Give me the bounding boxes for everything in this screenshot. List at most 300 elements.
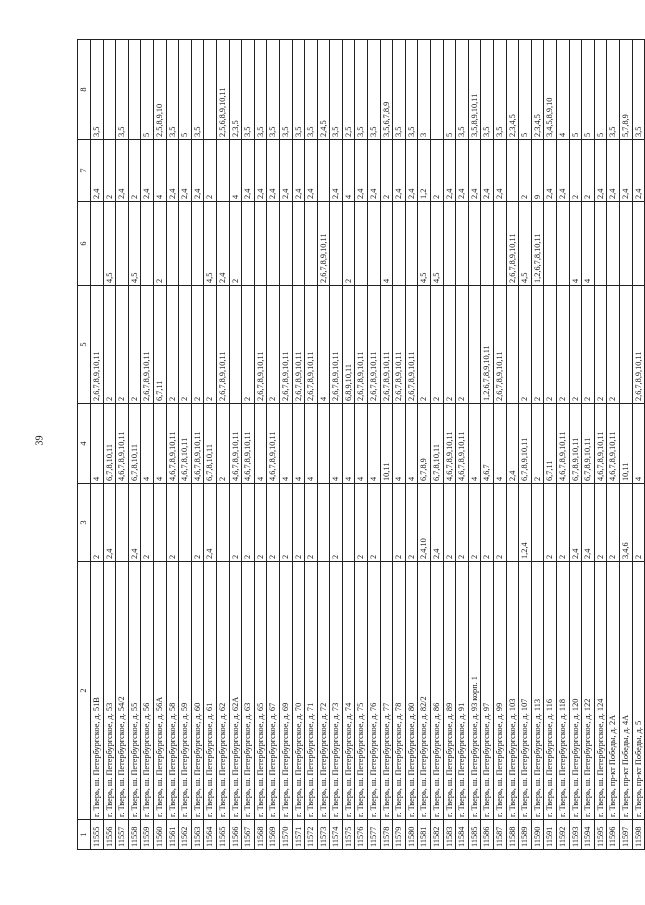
table-cell: г. Тверь, ш. Петербургское, д. 63 <box>242 562 255 820</box>
table-cell <box>506 484 519 562</box>
table-cell: г. Тверь, ш. Петербургское, д. 62А <box>229 562 242 820</box>
table-cell: 2,6,7,8,9,10,11 <box>494 286 507 404</box>
table-cell: г. Тверь, ш. Петербургское, д. 53 <box>103 562 116 820</box>
table-cell: 2 <box>569 286 582 404</box>
table-cell: 4,6,7,8,9,10,11 <box>166 404 179 484</box>
table-cell: 3,5 <box>116 40 129 140</box>
table-cell: 2 <box>405 484 418 562</box>
table-row <box>204 40 217 850</box>
table-cell <box>116 484 129 562</box>
table-cell: г. Тверь, ш. Петербургское, д. 86 <box>431 562 444 820</box>
table-cell: 6,7,8,10,11 <box>431 404 444 484</box>
table-cell <box>216 140 229 202</box>
table-cell: 11597 <box>619 820 632 850</box>
table-cell: 2 <box>191 484 204 562</box>
table-cell: 5 <box>179 40 192 140</box>
table-cell: 5 <box>141 40 154 140</box>
table-cell <box>594 202 607 286</box>
table-cell: 2 <box>191 286 204 404</box>
table-cell: г. Тверь, ш. Петербургское, д. 75 <box>355 562 368 820</box>
table-cell: 2,4 <box>141 140 154 202</box>
table-cell <box>481 202 494 286</box>
table-cell: 2,4 <box>254 140 267 202</box>
table-cell: 4,5 <box>103 202 116 286</box>
table-cell: 2 <box>519 140 532 202</box>
column-header-6: 6 <box>78 202 91 286</box>
table-cell: 2 <box>519 286 532 404</box>
table-cell: 2 <box>128 286 141 404</box>
table-cell: 11593 <box>569 820 582 850</box>
table-cell: 1,2,4 <box>519 484 532 562</box>
table-cell <box>456 202 469 286</box>
table-cell: 4,6,7 <box>481 404 494 484</box>
table-row <box>128 40 141 850</box>
table-cell: 11555 <box>91 820 104 850</box>
table-row <box>191 40 204 850</box>
table-cell: 4 <box>468 404 481 484</box>
table-cell: 3,5 <box>91 40 104 140</box>
table-cell: г. Тверь, ш. Петербургское, д. 97 <box>481 562 494 820</box>
table-cell: г. Тверь, ш. Петербургское, д. 55 <box>128 562 141 820</box>
table-cell: 2,5 <box>342 40 355 140</box>
table-cell: 4,6,7,8,9,10,11 <box>443 404 456 484</box>
table-cell: г. Тверь, ш. Петербургское, д. 73 <box>330 562 343 820</box>
table-cell <box>267 202 280 286</box>
table-cell <box>368 202 381 286</box>
table-cell: г. Тверь, ш. Петербургское, д. 76 <box>368 562 381 820</box>
table-cell: 2,4 <box>619 140 632 202</box>
table-cell: 2,6,7,8,9,10,11 <box>141 286 154 404</box>
table-row <box>594 40 607 850</box>
table-cell: 11566 <box>229 820 242 850</box>
table-cell <box>405 202 418 286</box>
table-cell: 1,2 <box>418 140 431 202</box>
table-cell: 2 <box>204 140 217 202</box>
table-cell <box>317 404 330 484</box>
table-row <box>179 40 192 850</box>
table-cell: 11595 <box>594 820 607 850</box>
table-cell: 2 <box>292 484 305 562</box>
table-cell: 2,4 <box>368 140 381 202</box>
table-cell: г. Тверь, ш. Петербургское, д. 70 <box>292 562 305 820</box>
table-cell: 11579 <box>393 820 406 850</box>
table-cell: 2,4 <box>204 484 217 562</box>
table-cell: 4 <box>91 404 104 484</box>
table-row <box>342 40 355 850</box>
table-cell: 11586 <box>481 820 494 850</box>
table-cell: 2 <box>91 484 104 562</box>
table-cell: 4,6,7,8,10,11 <box>179 404 192 484</box>
table-cell: 2,6,7,8,9,10,11 <box>368 286 381 404</box>
table-cell <box>468 202 481 286</box>
table-row <box>355 40 368 850</box>
table-cell: г. Тверь, пр-кт Победы, д. 4А <box>619 562 632 820</box>
table-cell: 3,5 <box>305 40 318 140</box>
table-cell <box>179 202 192 286</box>
table-cell: 2,6,7,8,9,10,11 <box>292 286 305 404</box>
table-cell: 11594 <box>582 820 595 850</box>
header-row <box>78 40 91 850</box>
table-cell: 2,4,5 <box>317 40 330 140</box>
table-cell: 2 <box>103 140 116 202</box>
table-cell: г. Тверь, ш. Петербургское, д. 89 <box>443 562 456 820</box>
table-cell: 2 <box>531 286 544 404</box>
table-cell: 4 <box>556 40 569 140</box>
table-cell: 2,6,7,8,9,10,11 <box>380 286 393 404</box>
table-cell <box>355 202 368 286</box>
table-cell: 4 <box>279 404 292 484</box>
table-cell: 2,4 <box>91 140 104 202</box>
table-cell: 2 <box>569 140 582 202</box>
table-cell: 11582 <box>431 820 444 850</box>
table-cell: 3,5 <box>254 40 267 140</box>
table-cell: г. Тверь, ш. Петербургское, д. 56 <box>141 562 154 820</box>
table-cell: 6,7,8,10,11 <box>128 404 141 484</box>
table-cell: 11578 <box>380 820 393 850</box>
table-cell: 11562 <box>179 820 192 850</box>
table-cell: 2,4 <box>456 140 469 202</box>
table-cell: 2,6,7,8,9,10,11 <box>91 286 104 404</box>
table-cell: 4 <box>317 286 330 404</box>
table-cell: г. Тверь, ш. Петербургское, д. 69 <box>279 562 292 820</box>
table-cell: г. Тверь, ш. Петербургское, д. 71 <box>305 562 318 820</box>
table-cell <box>166 202 179 286</box>
table-cell: г. Тверь, пр-кт Победы, д. 2А <box>607 562 620 820</box>
table-cell: 11585 <box>468 820 481 850</box>
table-cell: 6,7,8,9,10,11 <box>519 404 532 484</box>
table-cell <box>607 202 620 286</box>
table-cell: 2,4 <box>405 140 418 202</box>
table-row <box>619 40 632 850</box>
table-cell: 11567 <box>242 820 255 850</box>
table-cell: 2 <box>443 484 456 562</box>
table-row <box>267 40 280 850</box>
table-cell: 2,4 <box>506 404 519 484</box>
table-row <box>494 40 507 850</box>
table-cell: 2,6,7,8,9,10,11 <box>405 286 418 404</box>
table-cell: 2 <box>355 484 368 562</box>
table-cell: 5 <box>569 40 582 140</box>
table-cell: 3,5 <box>292 40 305 140</box>
table-cell <box>254 202 267 286</box>
table-cell: 1,2,6,7,8,10,11 <box>531 202 544 286</box>
table-cell: 3,5,8,9,10,11 <box>468 40 481 140</box>
table-cell: 2,4 <box>330 140 343 202</box>
table-cell: 11588 <box>506 820 519 850</box>
table-cell: 2,6,7,8,9,10,11 <box>393 286 406 404</box>
table-row <box>380 40 393 850</box>
table-cell: 4 <box>254 404 267 484</box>
table-cell: 6,8,9,10,11 <box>342 286 355 404</box>
table-cell: 2 <box>128 140 141 202</box>
table-row <box>368 40 381 850</box>
table-cell <box>506 140 519 202</box>
table-cell: 2,4 <box>191 140 204 202</box>
table-cell <box>279 202 292 286</box>
table-cell: г. Тверь, ш. Петербургское, д. 118 <box>556 562 569 820</box>
table-cell: г. Тверь, ш. Петербургское, д. 61 <box>204 562 217 820</box>
table-cell: 3,5 <box>494 40 507 140</box>
table-cell: 6,7,11 <box>544 404 557 484</box>
table-cell: 2,5,8,9,10 <box>153 40 166 140</box>
table-row <box>116 40 129 850</box>
table-cell: 2,4 <box>481 140 494 202</box>
table-cell <box>204 40 217 140</box>
table-cell: 2,4 <box>607 140 620 202</box>
table-cell: 4,5 <box>519 202 532 286</box>
table-cell: 2,4 <box>582 484 595 562</box>
table-cell: 4,6,7,8,9,10,11 <box>594 404 607 484</box>
table-row <box>481 40 494 850</box>
table-row <box>279 40 292 850</box>
table-cell: 2 <box>116 286 129 404</box>
table-row <box>317 40 330 850</box>
table-cell: 2,6,7,8,9,10,11 <box>506 202 519 286</box>
table-row <box>153 40 166 850</box>
table-cell <box>191 202 204 286</box>
table-row <box>393 40 406 850</box>
table-cell: 2 <box>242 286 255 404</box>
table-cell: 2,4 <box>431 484 444 562</box>
table-cell: 3,5 <box>393 40 406 140</box>
table-cell: 11577 <box>368 820 381 850</box>
table-row <box>506 40 519 850</box>
table-cell: 2,4 <box>556 140 569 202</box>
table-cell: г. Тверь, ш. Петербургское, д. 103 <box>506 562 519 820</box>
table-cell: 4 <box>330 404 343 484</box>
table-cell: 6,7,8,10,11 <box>103 404 116 484</box>
table-cell: 2 <box>456 286 469 404</box>
table-cell: г. Тверь, ш. Петербургское, д. 124 <box>594 562 607 820</box>
table-cell: 2 <box>242 484 255 562</box>
table-cell: 3,5 <box>330 40 343 140</box>
table-cell: 3,5 <box>267 40 280 140</box>
table-row <box>141 40 154 850</box>
table-cell: 2 <box>544 484 557 562</box>
table-cell: 2,4 <box>594 140 607 202</box>
table-cell: 3,5 <box>632 40 645 140</box>
table-cell: г. Тверь, ш. Петербургское, д. 116 <box>544 562 557 820</box>
table-cell: г. Тверь, ш. Петербургское, д. 99 <box>494 562 507 820</box>
table-cell: 4,5 <box>204 202 217 286</box>
table-row <box>556 40 569 850</box>
table-row <box>166 40 179 850</box>
table-cell: г. Тверь, ш. Петербургское, д. 60 <box>191 562 204 820</box>
table-cell: 4,6,7,8,9,10,11 <box>456 404 469 484</box>
table-cell <box>141 202 154 286</box>
table-cell <box>531 484 544 562</box>
table-cell: 11557 <box>116 820 129 850</box>
table-cell: 3 <box>418 40 431 140</box>
table-cell <box>103 40 116 140</box>
table-cell: 2 <box>204 286 217 404</box>
table-cell <box>317 484 330 562</box>
table-cell: г. Тверь, ш. Петербургское, д. 82/2 <box>418 562 431 820</box>
table-cell: 2 <box>418 286 431 404</box>
column-header-3: 3 <box>78 484 91 562</box>
table-cell: 4 <box>153 404 166 484</box>
table-cell: 2 <box>254 484 267 562</box>
table-cell: 3,5 <box>368 40 381 140</box>
table-cell: 2,4 <box>166 140 179 202</box>
table-cell: 5 <box>443 40 456 140</box>
table-cell: г. Тверь, ш. Петербургское, д. 77 <box>380 562 393 820</box>
table-row <box>91 40 104 850</box>
table-cell: 2,4 <box>355 140 368 202</box>
table-cell: 2 <box>556 484 569 562</box>
table-cell: г. Тверь, ш. Петербургское, д. 62 <box>216 562 229 820</box>
table-cell: 3,5,6,7,8,9 <box>380 40 393 140</box>
table-cell: 2 <box>103 286 116 404</box>
table-cell: 2 <box>229 202 242 286</box>
table-row <box>544 40 557 850</box>
table-cell: 11571 <box>292 820 305 850</box>
column-header-4: 4 <box>78 404 91 484</box>
table-cell: 4 <box>342 140 355 202</box>
table-cell: г. Тверь, пр-кт Победы, д. 5 <box>632 562 645 820</box>
table-cell: г. Тверь, ш. Петербургское, д. 122 <box>582 562 595 820</box>
table-row <box>632 40 645 850</box>
table-cell: г. Тверь, ш. Петербургское, д. 65 <box>254 562 267 820</box>
table-cell: г. Тверь, ш. Петербургское, д. 54/2 <box>116 562 129 820</box>
table-cell: 2 <box>216 404 229 484</box>
table-cell: 2,4 <box>468 140 481 202</box>
table-cell: 2 <box>431 286 444 404</box>
rotated-table-container <box>77 40 643 850</box>
table-row <box>254 40 267 850</box>
table-cell: 2,4 <box>128 484 141 562</box>
table-cell: 4 <box>380 202 393 286</box>
table-cell <box>380 484 393 562</box>
table-cell: г. Тверь, ш. Петербургское, д. 51В <box>91 562 104 820</box>
table-cell: 2,6,7,8,9,10,11 <box>317 202 330 286</box>
table-cell: 3,5 <box>166 40 179 140</box>
table-cell: 4 <box>153 140 166 202</box>
table-row <box>330 40 343 850</box>
table-cell: 11570 <box>279 820 292 850</box>
table-cell: 6,7,8,9 <box>418 404 431 484</box>
table-cell: 11561 <box>166 820 179 850</box>
table-row <box>216 40 229 850</box>
table-cell: 5 <box>519 40 532 140</box>
table-cell: 3,5 <box>405 40 418 140</box>
table-cell: 2 <box>481 484 494 562</box>
table-cell: г. Тверь, ш. Петербургское, д. 78 <box>393 562 406 820</box>
table-cell: 4,5 <box>128 202 141 286</box>
column-header-2: 2 <box>78 562 91 820</box>
table-cell: 11556 <box>103 820 116 850</box>
table-cell: 2,4 <box>116 140 129 202</box>
table-row <box>569 40 582 850</box>
table-cell: 4,6,7,8,9,10,11 <box>607 404 620 484</box>
table-cell: 2 <box>468 484 481 562</box>
table-cell: 11563 <box>191 820 204 850</box>
table-cell: 2,4 <box>179 140 192 202</box>
table-cell: г. Тверь, ш. Петербургское, д. 93 корп. 1 <box>468 562 481 820</box>
table-cell: 2 <box>153 202 166 286</box>
table-cell: г. Тверь, ш. Петербургское, д. 59 <box>179 562 192 820</box>
table-cell: 2,4 <box>279 140 292 202</box>
table-cell: 11569 <box>267 820 280 850</box>
table-cell: 2,4 <box>443 140 456 202</box>
table-cell <box>317 140 330 202</box>
table-cell: 11558 <box>128 820 141 850</box>
table-cell: 2 <box>229 484 242 562</box>
table-row <box>418 40 431 850</box>
table-row <box>305 40 318 850</box>
table-cell: 11564 <box>204 820 217 850</box>
table-cell: 2 <box>544 286 557 404</box>
table-cell: 2,4 <box>494 140 507 202</box>
table-cell <box>556 202 569 286</box>
table-cell: 3,5 <box>242 40 255 140</box>
table-row <box>431 40 444 850</box>
table-row <box>456 40 469 850</box>
table-cell: г. Тверь, ш. Петербургское, д. 107 <box>519 562 532 820</box>
table-cell: 4,6,7,8,9,10,11 <box>116 404 129 484</box>
table-cell <box>292 202 305 286</box>
table-cell <box>443 202 456 286</box>
column-header-5: 5 <box>78 286 91 404</box>
table-cell: 2,4 <box>103 484 116 562</box>
table-cell: 2,4 <box>632 140 645 202</box>
table-cell <box>116 202 129 286</box>
table-cell: 2 <box>267 286 280 404</box>
table-cell: 2 <box>179 286 192 404</box>
table-cell: 11572 <box>305 820 318 850</box>
table-cell <box>494 202 507 286</box>
table-cell: 2 <box>456 484 469 562</box>
table-cell: 11568 <box>254 820 267 850</box>
table-cell: 2 <box>279 484 292 562</box>
table-cell: 2 <box>380 140 393 202</box>
table-cell: 2,3,4,5 <box>506 40 519 140</box>
table-cell: 6,7,8,9,10,11 <box>569 404 582 484</box>
table-cell: 2,4 <box>569 484 582 562</box>
table-cell: 2,4 <box>216 202 229 286</box>
table-cell: 3,4,6 <box>619 484 632 562</box>
table-cell: г. Тверь, ш. Петербургское, д. 72 <box>317 562 330 820</box>
table-cell: 3,5 <box>191 40 204 140</box>
table-cell: 4,6,7,8,9,10,11 <box>556 404 569 484</box>
table-cell: 3,5 <box>456 40 469 140</box>
table-cell: 4 <box>632 404 645 484</box>
table-cell <box>242 202 255 286</box>
table-cell: 2 <box>305 484 318 562</box>
table-cell: 2,6,7,8,9,10,11 <box>305 286 318 404</box>
table-cell: 11575 <box>342 820 355 850</box>
table-row <box>607 40 620 850</box>
table-cell: г. Тверь, ш. Петербургское, д. 113 <box>531 562 544 820</box>
table-cell: 2 <box>582 286 595 404</box>
table-cell: 11583 <box>443 820 456 850</box>
table-cell: 6,7,11 <box>153 286 166 404</box>
table-cell: 11574 <box>330 820 343 850</box>
table-cell: 9 <box>531 140 544 202</box>
table-cell: 2 <box>393 484 406 562</box>
table-cell: 4 <box>342 404 355 484</box>
table-cell: г. Тверь, ш. Петербургское, д. 74 <box>342 562 355 820</box>
table-cell: 11591 <box>544 820 557 850</box>
table-cell: 2 <box>141 484 154 562</box>
table-cell: г. Тверь, ш. Петербургское, д. 91 <box>456 562 469 820</box>
table-cell: 2 <box>443 286 456 404</box>
table-cell: 2 <box>594 484 607 562</box>
table-cell: 11589 <box>519 820 532 850</box>
table-cell: 2 <box>632 484 645 562</box>
table-cell: 2,6,7,8,9,10,11 <box>330 286 343 404</box>
column-header-1: 1 <box>78 820 91 850</box>
